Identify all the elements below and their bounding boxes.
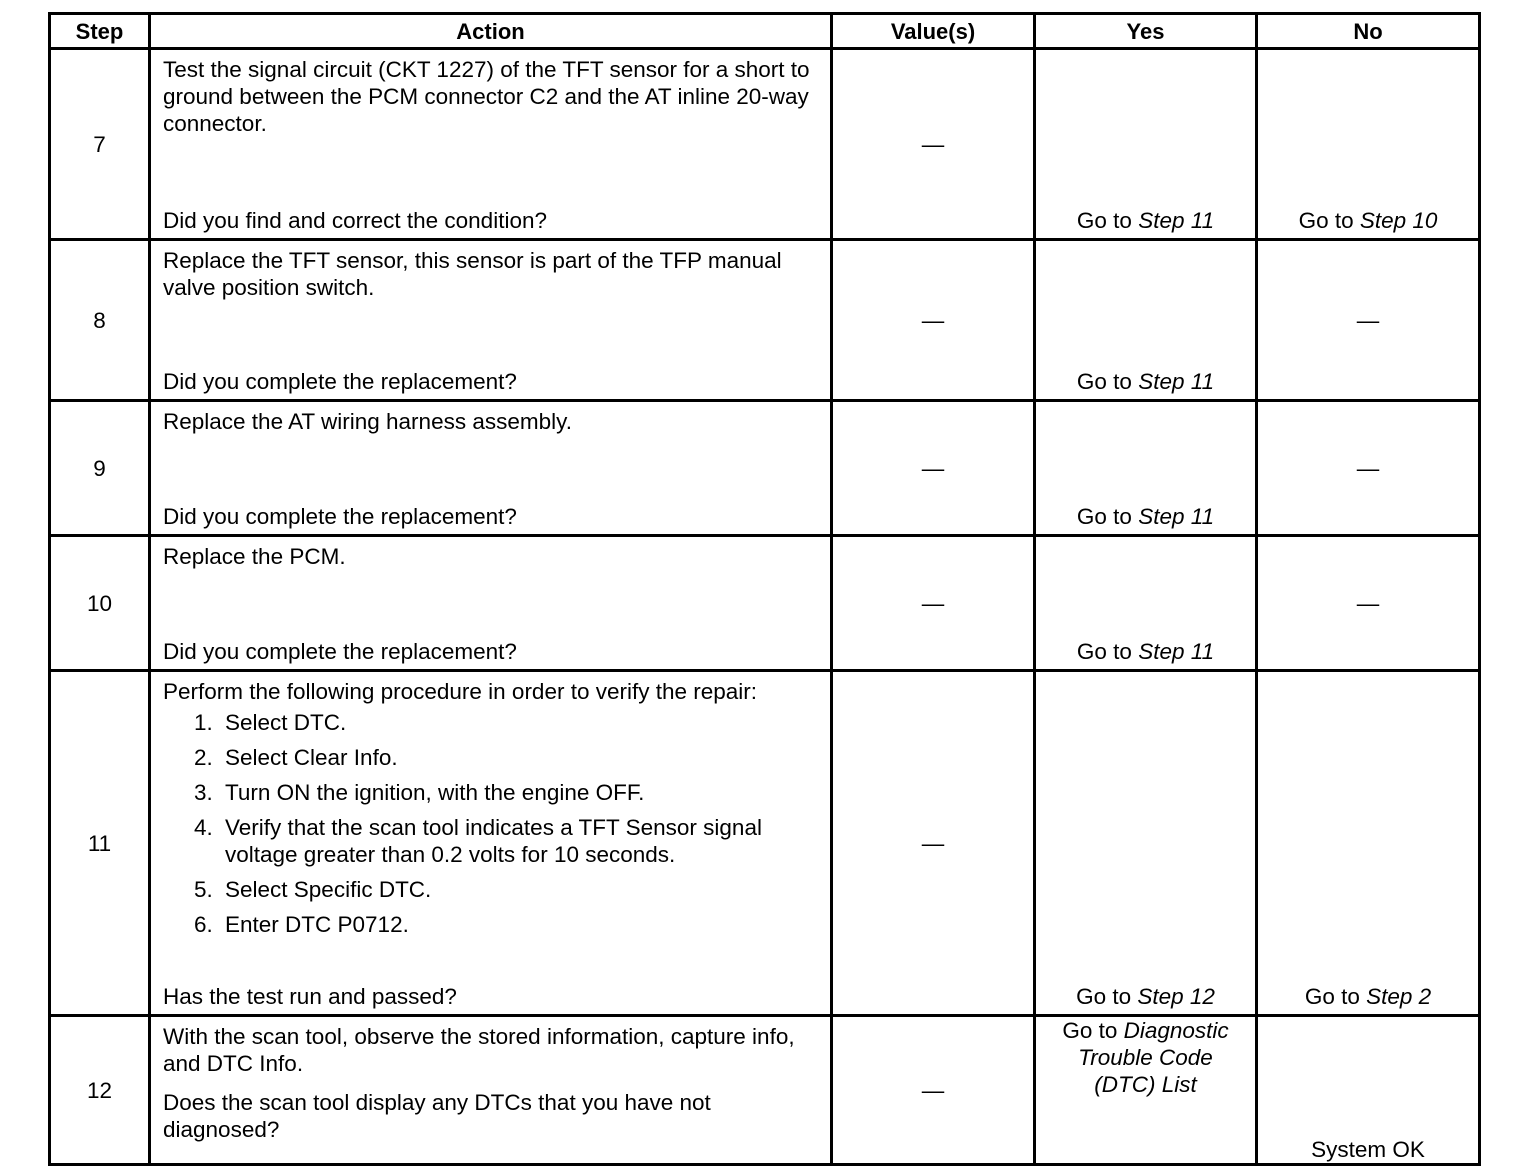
list-item: 6. Enter DTC P0712. bbox=[219, 911, 822, 938]
action-text: With the scan tool, observe the stored information, capture info, and DTC Info. bbox=[163, 1024, 795, 1076]
yes-step-link[interactable]: Step 11 bbox=[1138, 208, 1215, 233]
no-cell: — bbox=[1257, 401, 1480, 536]
action-question: Did you complete the replacement? bbox=[163, 504, 517, 529]
action-question: Has the test run and passed? bbox=[163, 984, 457, 1009]
no-cell bbox=[1257, 49, 1480, 240]
action-text: Test the signal circuit (CKT 1227) of the TFT sensor for a short to ground between the PCM connector C2 and the AT inline 20-way connector. bbox=[163, 57, 810, 136]
no-prefix: Go to bbox=[1298, 208, 1354, 233]
value-cell: — bbox=[832, 49, 1035, 240]
yes-prefix: Go to bbox=[1076, 639, 1132, 664]
action-cell bbox=[150, 240, 832, 401]
header-step: Step bbox=[50, 14, 150, 49]
action-question: Does the scan tool display any DTCs that you have not diagnosed? bbox=[163, 1090, 711, 1142]
list-item: 4. Verify that the scan tool indicates a TFT Sensor signal voltage greater than 0.2 volts for 10 seconds. bbox=[219, 814, 822, 868]
yes-step-link[interactable]: Step 12 bbox=[1137, 984, 1215, 1009]
action-cell bbox=[150, 49, 832, 240]
table-row bbox=[50, 671, 1480, 1016]
yes-cell bbox=[1035, 1016, 1257, 1165]
yes-step-link[interactable]: Step 11 bbox=[1138, 639, 1215, 664]
no-cell: System OK bbox=[1257, 1016, 1480, 1165]
list-item: 3. Turn ON the ignition, with the engine OFF. bbox=[219, 779, 822, 806]
header-values: Value(s) bbox=[832, 14, 1035, 49]
table-row bbox=[50, 240, 1480, 401]
action-cell bbox=[150, 401, 832, 536]
step-number: 9 bbox=[50, 401, 150, 536]
yes-prefix: Go to bbox=[1076, 208, 1132, 233]
header-no: No bbox=[1257, 14, 1480, 49]
yes-step-link[interactable]: Step 11 bbox=[1138, 504, 1215, 529]
yes-cell bbox=[1035, 671, 1257, 1016]
table-row bbox=[50, 536, 1480, 671]
step-number: 8 bbox=[50, 240, 150, 401]
table-row bbox=[50, 401, 1480, 536]
table-header-row bbox=[50, 14, 1480, 49]
yes-step-link[interactable]: Step 11 bbox=[1138, 369, 1215, 394]
procedure-list bbox=[163, 709, 822, 938]
step-number: 11 bbox=[50, 671, 150, 1016]
no-cell bbox=[1257, 671, 1480, 1016]
step-number: 10 bbox=[50, 536, 150, 671]
diagnostic-document bbox=[48, 12, 1481, 1166]
value-cell: — bbox=[832, 1016, 1035, 1165]
table-row bbox=[50, 1016, 1480, 1165]
value-cell: — bbox=[832, 671, 1035, 1016]
value-cell: — bbox=[832, 240, 1035, 401]
action-question: Did you complete the replacement? bbox=[163, 369, 517, 394]
table-row bbox=[50, 49, 1480, 240]
yes-prefix: Go to bbox=[1076, 369, 1132, 394]
no-prefix: Go to bbox=[1304, 984, 1360, 1009]
value-cell: — bbox=[832, 536, 1035, 671]
step-number: 12 bbox=[50, 1016, 150, 1165]
yes-cell bbox=[1035, 401, 1257, 536]
action-cell bbox=[150, 671, 832, 1016]
diagnostic-steps-table bbox=[48, 12, 1481, 1166]
list-item: 5. Select Specific DTC. bbox=[219, 876, 822, 903]
action-question: Did you find and correct the condition? bbox=[163, 208, 547, 233]
list-item: 2. Select Clear Info. bbox=[219, 744, 822, 771]
yes-cell bbox=[1035, 49, 1257, 240]
action-text: Perform the following procedure in order to verify the repair: bbox=[163, 679, 758, 704]
yes-prefix: Go to bbox=[1076, 504, 1132, 529]
yes-prefix: Go to bbox=[1062, 1018, 1118, 1043]
step-number: 7 bbox=[50, 49, 150, 240]
no-cell: — bbox=[1257, 536, 1480, 671]
yes-cell bbox=[1035, 536, 1257, 671]
no-step-link[interactable]: Step 2 bbox=[1366, 984, 1432, 1009]
yes-cell bbox=[1035, 240, 1257, 401]
list-item: 1. Select DTC. bbox=[219, 709, 822, 736]
no-cell: — bbox=[1257, 240, 1480, 401]
header-action: Action bbox=[150, 14, 832, 49]
action-cell bbox=[150, 1016, 832, 1165]
yes-prefix: Go to bbox=[1076, 984, 1132, 1009]
action-text: Replace the PCM. bbox=[163, 544, 346, 569]
yes-dtc-list-link[interactable]: Diagnostic Trouble Code (DTC) List bbox=[1078, 1018, 1229, 1097]
no-step-link[interactable]: Step 10 bbox=[1359, 208, 1438, 233]
header-yes: Yes bbox=[1035, 14, 1257, 49]
action-cell bbox=[150, 536, 832, 671]
action-text: Replace the AT wiring harness assembly. bbox=[163, 409, 572, 434]
value-cell: — bbox=[832, 401, 1035, 536]
action-text: Replace the TFT sensor, this sensor is part of the TFP manual valve position switch. bbox=[163, 248, 782, 300]
action-question: Did you complete the replacement? bbox=[163, 639, 517, 664]
